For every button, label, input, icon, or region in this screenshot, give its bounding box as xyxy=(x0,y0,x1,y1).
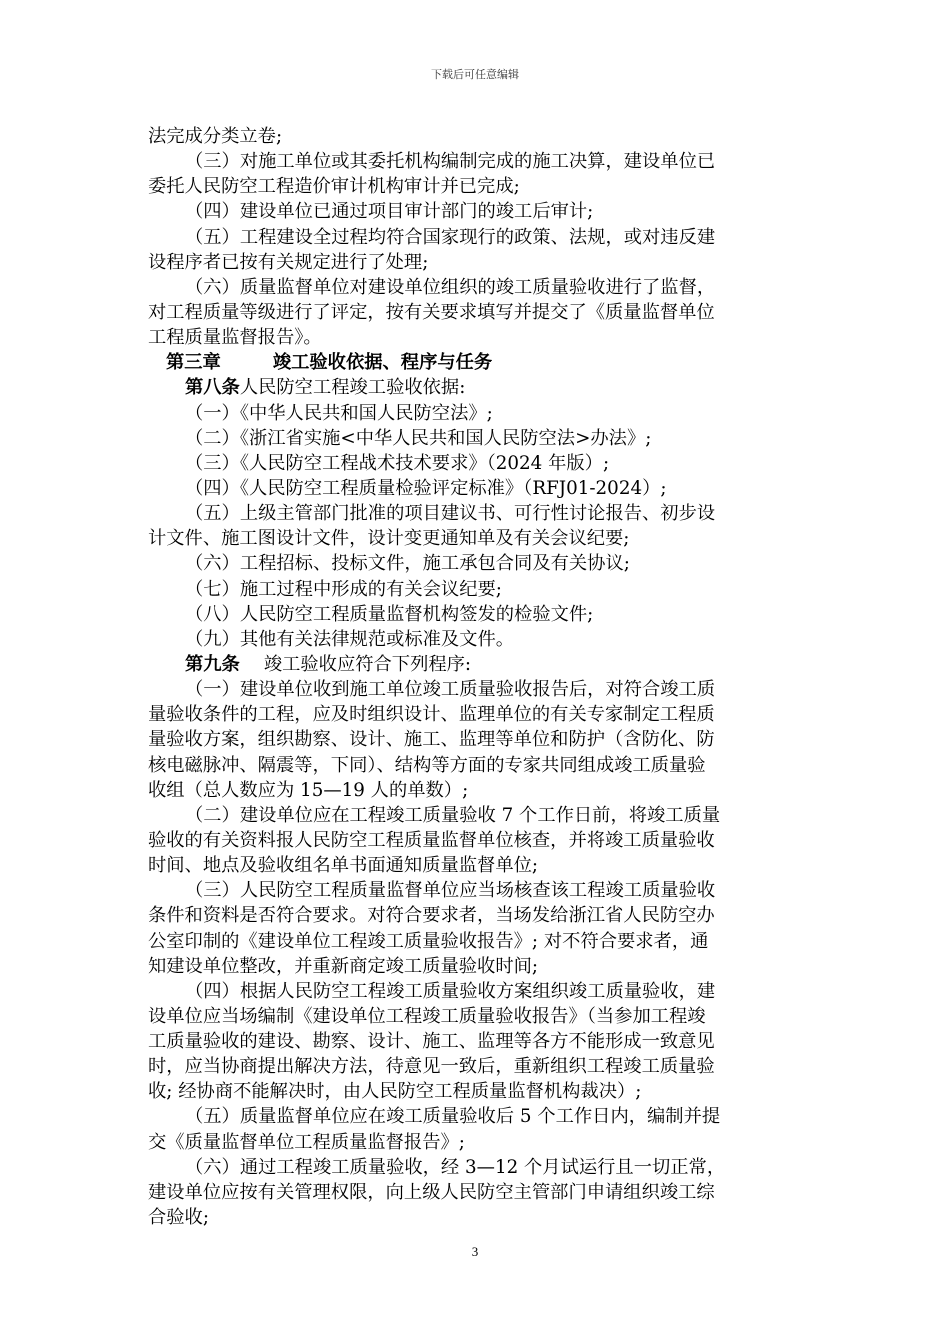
list-item: （六）通过工程竣工质量验收，经 3—12 个月试运行且一切正常， xyxy=(185,1156,726,1178)
paragraph-line: 对工程质量等级进行了评定，按有关要求填写并提交了《质量监督单位 xyxy=(148,301,715,323)
list-item: 工质量验收的建设、勘察、设计、施工、监理等各方不能形成一致意见 xyxy=(148,1031,715,1053)
list-item: （四）《人民防空工程质量检验评定标准》（RFJ01-2024）; xyxy=(185,477,667,499)
list-item: （九）其他有关法律规范或标准及文件。 xyxy=(185,628,515,650)
list-item: 核电磁脉冲、隔震等，下同）、结构等方面的专家共同组成竣工质量验 xyxy=(148,754,706,776)
article-heading xyxy=(148,375,816,400)
list-item: （一）建设单位收到施工单位竣工质量验收报告后，对符合竣工质 xyxy=(185,679,716,701)
page-number: 3 xyxy=(471,1244,479,1259)
list-item: （三）人民防空工程质量监督单位应当场核查该工程竣工质量验收 xyxy=(185,880,716,902)
paragraph-line: 设程序者已按有关规定进行了处理; xyxy=(148,251,429,273)
list-item: 公室印制的《建设单位工程竣工质量验收报告》; 对不符合要求者，通 xyxy=(148,930,709,952)
list-item: 条件和资料是否符合要求。对符合要求者，当场发给浙江省人民防空办 xyxy=(148,905,715,927)
list-item: （三）《人民防空工程战术技术要求》（2024 年版）; xyxy=(185,452,610,474)
list-item: 量验收条件的工程，应及时组织设计、监理单位的有关专家制定工程质 xyxy=(148,704,715,726)
list-item: （六）工程招标、投标文件，施工承包合同及有关协议; xyxy=(185,553,630,575)
paragraph-line: 工程质量监督报告》。 xyxy=(148,327,322,349)
list-item: 收组（总人数应为 15—19 人的单数）; xyxy=(148,779,469,801)
chapter-number: 第三章 xyxy=(166,352,221,374)
chapter-title: 竣工验收依据、程序与任务 xyxy=(272,352,493,374)
document-body xyxy=(148,124,816,1230)
list-item: （七）施工过程中形成的有关会议纪要; xyxy=(185,578,502,600)
article-number: 第八条 xyxy=(185,377,240,399)
article-heading xyxy=(148,652,816,677)
list-item: 合验收; xyxy=(148,1207,210,1229)
paragraph-line: 法完成分类立卷; xyxy=(148,126,283,147)
list-item: 量验收方案，组织勘察、设计、施工、监理等单位和防护（含防化、防 xyxy=(148,729,715,751)
page-header: 下载后可任意编辑 xyxy=(431,68,519,81)
paragraph-line: （四）建设单位已通过项目审计部门的竣工后审计; xyxy=(185,201,594,223)
list-item: 时，应当协商提出解决方法，待意见一致后，重新组织工程竣工质量验 xyxy=(148,1056,715,1078)
list-item: 设单位应当场编制《建设单位工程竣工质量验收报告》（当参加工程竣 xyxy=(148,1005,706,1027)
article-text: 竣工验收应符合下列程序: xyxy=(263,653,472,675)
paragraph-line: （六）质量监督单位对建设单位组织的竣工质量验收进行了监督， xyxy=(185,276,716,298)
paragraph-line: 委托人民防空工程造价审计机构审计并已完成; xyxy=(148,176,520,198)
list-item: （八）人民防空工程质量监督机构签发的检验文件; xyxy=(185,603,594,625)
article-text: 人民防空工程竣工验收依据: xyxy=(239,377,466,399)
list-item: 建设单位应按有关管理权限，向上级人民防空主管部门申请组织竣工综 xyxy=(148,1181,715,1203)
list-item: 收; 经协商不能解决时，由人民防空工程质量监督机构裁决）; xyxy=(148,1081,642,1103)
list-item: 计文件、施工图设计文件，设计变更通知单及有关会议纪要; xyxy=(148,528,630,550)
list-item: （一）《中华人民共和国人民防空法》; xyxy=(185,402,493,424)
paragraph-line: （五）工程建设全过程均符合国家现行的政策、法规，或对违反建 xyxy=(185,226,716,248)
article-number: 第九条 xyxy=(185,653,240,675)
list-item: 知建设单位整改，并重新商定竣工质量验收时间; xyxy=(148,955,539,977)
list-item: 时间、地点及验收组名单书面通知质量监督单位; xyxy=(148,855,539,877)
list-item: （五）质量监督单位应在竣工质量验收后 5 个工作日内，编制并提 xyxy=(185,1106,721,1128)
list-item: （五）上级主管部门批准的项目建议书、可行性讨论报告、初步设 xyxy=(185,503,716,525)
paragraph-line: （三）对施工单位或其委托机构编制完成的施工决算，建设单位已 xyxy=(185,151,716,173)
list-item: 交《质量监督单位工程质量监督报告》; xyxy=(148,1131,465,1153)
list-item: （二）建设单位应在工程竣工质量验收 7 个工作日前，将竣工质量 xyxy=(185,804,721,826)
list-item: （四）根据人民防空工程竣工质量验收方案组织竣工质量验收，建 xyxy=(185,980,716,1002)
chapter-heading xyxy=(148,350,816,375)
list-item: 验收的有关资料报人民防空工程质量监督单位核查，并将竣工质量验收 xyxy=(148,829,715,851)
list-item: （二）《浙江省实施<中华人民共和国人民防空法>办法》; xyxy=(185,427,652,449)
